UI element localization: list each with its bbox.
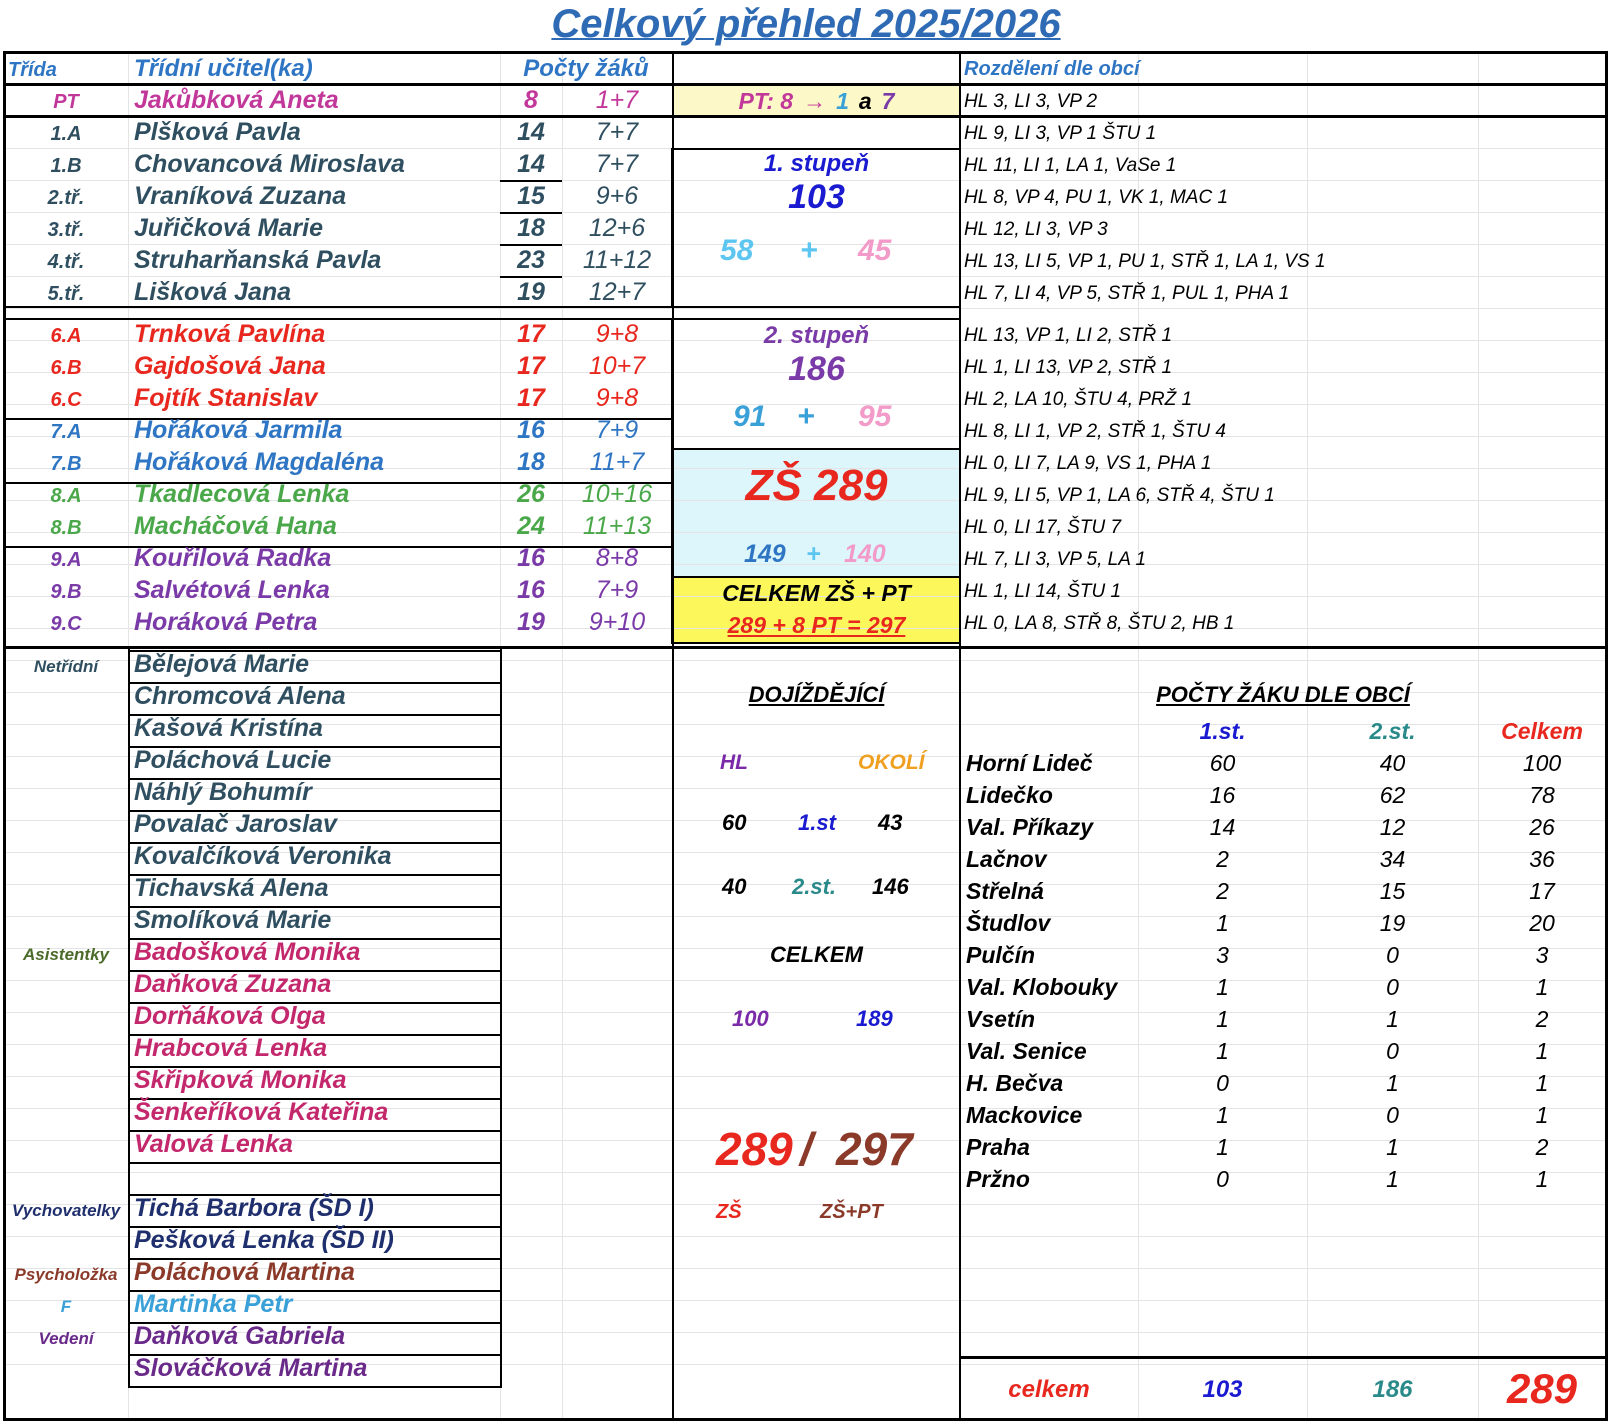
- staff-group-label: Vychovatelky: [11, 1201, 121, 1220]
- municipality-name: H. Bečva: [966, 1070, 1064, 1096]
- municipality-total: 100: [1522, 750, 1562, 776]
- class-teacher: Horáková Petra: [134, 608, 318, 636]
- class-teacher: Vraníková Zuzana: [134, 182, 347, 210]
- student-split: 12+6: [588, 214, 646, 242]
- student-split: 9+8: [595, 384, 639, 412]
- student-count: 19: [517, 608, 545, 636]
- celkem-line1: CELKEM ZŠ + PT: [722, 580, 911, 606]
- municipality-total: 26: [1529, 814, 1555, 840]
- municipality-distribution: HL 9, LI 3, VP 1 ŠTU 1: [964, 123, 1157, 144]
- municipality-total: 36: [1529, 846, 1555, 872]
- class-name: 2.tř.: [47, 187, 85, 209]
- staff-name: Povalač Jaroslav: [134, 810, 337, 838]
- municipality-distribution: HL 13, VP 1, LI 2, STŘ 1: [964, 325, 1173, 346]
- municipality-2nd: 62: [1379, 782, 1406, 808]
- class-teacher: Chovancová Miroslava: [134, 150, 405, 178]
- staff-name: Tichavská Alena: [134, 874, 329, 902]
- big-zs-total: 289: [716, 1123, 793, 1175]
- student-count: 18: [517, 214, 545, 242]
- pt-and: a: [858, 88, 872, 114]
- staff-name: Martinka Petr: [134, 1290, 293, 1318]
- municipality-name: Val. Senice: [966, 1038, 1087, 1064]
- municipality-total: 1: [1535, 1070, 1549, 1096]
- municipality-name: Střelná: [966, 878, 1044, 904]
- class-name: 6.A: [50, 325, 82, 347]
- municipality-1st: 3: [1216, 942, 1229, 968]
- staff-row-border: [128, 1386, 500, 1388]
- stage1-end-border: [4, 306, 672, 308]
- student-count: 17: [517, 320, 545, 348]
- class-name: 3.tř.: [47, 219, 85, 241]
- municipality-2nd: 1: [1386, 1166, 1399, 1192]
- municipality-2nd: 1: [1386, 1070, 1399, 1096]
- student-count: 16: [517, 544, 545, 572]
- class-name: 9.B: [50, 581, 82, 603]
- municipality-1st: 0: [1216, 1070, 1229, 1096]
- staff-group-label: Psycholožka: [14, 1265, 118, 1284]
- class-teacher: Kouřilová Radka: [134, 544, 332, 572]
- student-count: 19: [517, 278, 545, 306]
- student-split: 1+7: [595, 86, 639, 114]
- big-grand-total: 297: [836, 1123, 913, 1175]
- municipality-name: Val. Příkazy: [966, 814, 1094, 840]
- commute-hl-header: HL: [720, 751, 748, 774]
- municipality-total: 2: [1535, 1006, 1549, 1032]
- student-count: 17: [517, 384, 545, 412]
- municipality-1st: 1: [1216, 974, 1229, 1000]
- commute-2nd-label: 2.st.: [792, 874, 837, 899]
- pt-summary: [673, 90, 960, 113]
- municipality-2nd: 15: [1379, 878, 1406, 904]
- class-name: 6.C: [50, 389, 82, 411]
- staff-name: Skřipková Monika: [134, 1066, 347, 1094]
- municipality-name: Pulčín: [966, 942, 1036, 968]
- municipality-1st: 1: [1216, 1134, 1229, 1160]
- header-teacher: Třídní učitel(ka): [134, 55, 313, 82]
- student-count: 15: [517, 182, 545, 210]
- staff-name: Daňková Zuzana: [134, 970, 332, 998]
- municipality-1st: 1: [1216, 1006, 1229, 1032]
- municipality-total: 1: [1535, 1038, 1549, 1064]
- municipality-total: 1: [1535, 1102, 1549, 1128]
- zspt-label: ZŠ+PT: [820, 1201, 883, 1223]
- commute-okoli-header: OKOLÍ: [858, 751, 925, 774]
- student-split: 9+8: [595, 320, 639, 348]
- student-split: 7+7: [595, 150, 639, 178]
- page-title: Celkový přehled 2025/2026: [551, 2, 1061, 46]
- student-split: 7+9: [595, 416, 639, 444]
- municipality-distribution: HL 3, LI 3, VP 2: [964, 91, 1098, 112]
- staff-group-label: Netřídní: [33, 657, 99, 676]
- municipality-1st: 2: [1216, 878, 1229, 904]
- municipality-2nd: 1: [1386, 1134, 1399, 1160]
- class-name: 4.tř.: [47, 251, 85, 273]
- municipality-distribution: HL 11, LI 1, LA 1, VaSe 1: [964, 155, 1177, 176]
- header-distribution: Rozdělení dle obcí: [964, 58, 1140, 80]
- municipality-1st: 1: [1216, 1102, 1229, 1128]
- zs-plus: +: [806, 540, 821, 568]
- commute-1st-label: 1.st: [798, 810, 836, 835]
- municipality-2nd: 0: [1386, 974, 1399, 1000]
- class-teacher: Macháčová Hana: [134, 512, 337, 540]
- municipality-1st: 1: [1216, 910, 1229, 936]
- municipality-name: Lidečko: [966, 782, 1053, 808]
- student-count: 14: [517, 118, 545, 146]
- municipality-total: 1: [1535, 974, 1549, 1000]
- arrow-right-icon: →: [803, 88, 827, 114]
- commute-title: DOJÍŽDĚJÍCÍ: [748, 682, 885, 707]
- student-count: 16: [517, 416, 545, 444]
- col-1st: 1.st.: [1199, 718, 1246, 744]
- footer-1st: 103: [1202, 1376, 1243, 1403]
- municipality-distribution: HL 7, LI 4, VP 5, STŘ 1, PUL 1, PHA 1: [964, 283, 1290, 304]
- class-name: 7.A: [50, 421, 82, 443]
- municipality-1st: 1: [1216, 1038, 1229, 1064]
- stage1-a: 58: [720, 234, 754, 267]
- class-teacher: Struharňanská Pavla: [134, 246, 382, 274]
- student-split: 12+7: [588, 278, 646, 306]
- zs-a: 149: [744, 540, 786, 568]
- stage1-b: 45: [858, 234, 892, 267]
- class-teacher: Juřičková Marie: [134, 214, 323, 242]
- class-teacher: Hořáková Jarmila: [134, 416, 343, 444]
- municipality-distribution: HL 8, VP 4, PU 1, VK 1, MAC 1: [964, 187, 1229, 208]
- staff-group-label: Vedení: [38, 1329, 94, 1348]
- staff-name: Hrabcová Lenka: [134, 1034, 328, 1062]
- class-name: 7.B: [50, 453, 82, 475]
- municipality-total: 20: [1529, 910, 1555, 936]
- class-name: 5.tř.: [47, 283, 85, 305]
- student-count: 24: [517, 512, 545, 540]
- zs-b: 140: [844, 540, 886, 568]
- class-name: 8.B: [50, 517, 82, 539]
- class-name: 1.B: [50, 155, 82, 177]
- staff-name: Poláchová Lucie: [134, 746, 332, 774]
- municipality-1st: 60: [1209, 750, 1236, 776]
- pt-prefix: PT: 8: [738, 88, 794, 114]
- student-split: 11+7: [589, 448, 645, 476]
- student-split: 7+9: [595, 576, 639, 604]
- commute-hl-1st: 60: [722, 810, 747, 835]
- municipality-2nd: 0: [1386, 1102, 1399, 1128]
- municipality-1st: 0: [1216, 1166, 1229, 1192]
- municipality-distribution: HL 8, LI 1, VP 2, STŘ 1, ŠTU 4: [964, 421, 1226, 442]
- municipality-2nd: 0: [1386, 942, 1399, 968]
- staff-name: Pešková Lenka (ŠD II): [134, 1226, 394, 1254]
- municipality-name: Horní Lideč: [966, 750, 1093, 776]
- municipality-distribution: HL 1, LI 14, ŠTU 1: [964, 581, 1122, 602]
- municipality-title: POČTY ŽÁKU DLE OBCÍ: [1156, 682, 1410, 707]
- big-slash: /: [800, 1123, 813, 1175]
- commute-okoli-1st: 43: [878, 810, 903, 835]
- commute-total-okoli: 189: [856, 1006, 893, 1031]
- municipality-distribution: HL 7, LI 3, VP 5, LA 1: [964, 549, 1147, 570]
- student-split: 9+10: [588, 608, 646, 636]
- municipality-distribution: HL 1, LI 13, VP 2, STŘ 1: [964, 357, 1173, 378]
- celkem-line2: 289 + 8 PT = 297: [727, 612, 906, 638]
- class-name: 9.C: [50, 613, 82, 635]
- zs-label: ZŠ: [716, 1201, 742, 1223]
- stage1-label: 1. stupeň: [763, 150, 870, 177]
- col-total: Celkem: [1501, 718, 1583, 744]
- student-count: 23: [517, 246, 545, 274]
- stage1-total: 103: [788, 178, 845, 216]
- zs-total: ZŠ 289: [745, 461, 888, 510]
- stage2-label: 2. stupeň: [763, 322, 870, 349]
- class-teacher: Fojtík Stanislav: [134, 384, 318, 412]
- staff-name: Náhlý Bohumír: [134, 778, 312, 806]
- municipality-total: 2: [1535, 1134, 1549, 1160]
- student-count: 26: [517, 480, 545, 508]
- staff-name: Daňková Gabriela: [134, 1322, 346, 1350]
- stage2-total: 186: [788, 350, 845, 388]
- student-split: 7+7: [595, 118, 639, 146]
- class-name: 1.A: [50, 123, 82, 145]
- class-teacher: Plšková Pavla: [134, 118, 301, 146]
- municipality-name: Pržno: [966, 1166, 1030, 1192]
- municipality-name: Študlov: [966, 910, 1051, 936]
- class-teacher: Gajdošová Jana: [134, 352, 326, 380]
- staff-name: Badošková Monika: [134, 938, 361, 966]
- staff-name: Kašová Kristína: [134, 714, 323, 742]
- municipality-distribution: HL 0, LA 8, STŘ 8, ŠTU 2, HB 1: [964, 613, 1235, 634]
- municipality-distribution: HL 12, LI 3, VP 3: [964, 219, 1108, 240]
- class-name: 8.A: [50, 485, 82, 507]
- class-teacher: Jakůbková Aneta: [134, 86, 339, 114]
- class-name: PT: [53, 91, 79, 113]
- municipality-2nd: 34: [1379, 846, 1406, 872]
- municipality-1st: 16: [1209, 782, 1236, 808]
- staff-name: Bělejová Marie: [134, 650, 310, 678]
- student-split: 10+7: [588, 352, 646, 380]
- staff-name: Kovalčíková Veronika: [134, 842, 392, 870]
- staff-name: Valová Lenka: [134, 1130, 293, 1158]
- staff-name: Tichá Barbora (ŠD I): [134, 1194, 374, 1222]
- commute-okoli-2nd: 146: [872, 874, 909, 899]
- staff-right-border: [500, 646, 502, 1388]
- student-count: 16: [517, 576, 545, 604]
- footer-total: 289: [1506, 1365, 1578, 1412]
- stage2-plus: +: [797, 400, 815, 433]
- staff-name: Dorňáková Olga: [134, 1002, 326, 1030]
- stage2-a: 91: [733, 400, 767, 433]
- class-teacher: Salvétová Lenka: [134, 576, 330, 604]
- student-split: 8+8: [595, 544, 639, 572]
- staff-group-label: Asistentky: [23, 945, 109, 964]
- municipality-2nd: 12: [1379, 814, 1406, 840]
- staff-row-border: [128, 1162, 500, 1164]
- student-split: 9+6: [595, 182, 639, 210]
- municipality-distribution: HL 0, LI 17, ŠTU 7: [964, 517, 1122, 538]
- student-count: 14: [517, 150, 545, 178]
- stage1-plus: +: [800, 234, 818, 267]
- class-teacher: Lišková Jana: [134, 278, 292, 306]
- commute-hl-2nd: 40: [722, 874, 747, 899]
- municipality-2nd: 19: [1379, 910, 1406, 936]
- municipality-2nd: 0: [1386, 1038, 1399, 1064]
- municipality-distribution: HL 13, LI 5, VP 1, PU 1, STŘ 1, LA 1, VS 1: [964, 251, 1326, 272]
- student-split: 11+13: [582, 512, 652, 540]
- class-name: 9.A: [50, 549, 82, 571]
- staff-group-label: F: [60, 1297, 72, 1316]
- staff-name: Šenkeříková Kateřina: [134, 1098, 389, 1126]
- municipality-distribution: HL 2, LA 10, ŠTU 4, PRŽ 1: [964, 389, 1193, 410]
- footer-label: celkem: [1008, 1376, 1090, 1403]
- municipality-name: Vsetín: [966, 1006, 1036, 1032]
- municipality-total: 3: [1535, 942, 1549, 968]
- municipality-name: Praha: [966, 1134, 1030, 1160]
- municipality-total: 1: [1535, 1166, 1549, 1192]
- municipality-distribution: HL 9, LI 5, VP 1, LA 6, STŘ 4, ŠTU 1: [964, 485, 1275, 506]
- footer-2nd: 186: [1372, 1376, 1413, 1403]
- municipality-1st: 2: [1216, 846, 1229, 872]
- staff-name: Slováčková Martina: [134, 1354, 368, 1382]
- pt-first: 1: [836, 88, 849, 114]
- municipality-2nd: 1: [1386, 1006, 1399, 1032]
- col-2nd: 2.st.: [1369, 718, 1416, 744]
- municipality-total: 17: [1529, 878, 1555, 904]
- student-split: 11+12: [582, 246, 652, 274]
- class-name: 6.B: [50, 357, 82, 379]
- municipality-total: 78: [1529, 782, 1555, 808]
- staff-name: Poláchová Martina: [134, 1258, 355, 1286]
- header-counts: Počty žáků: [523, 55, 649, 82]
- student-count: 18: [517, 448, 545, 476]
- class-teacher: Trnková Pavlína: [134, 320, 326, 348]
- commute-total-label: CELKEM: [770, 942, 863, 967]
- muni-footer-border: [960, 1356, 1606, 1359]
- municipality-distribution: HL 0, LI 7, LA 9, VS 1, PHA 1: [964, 453, 1212, 474]
- municipality-name: Mackovice: [966, 1102, 1083, 1128]
- municipality-name: Val. Klobouky: [966, 974, 1118, 1000]
- municipality-2nd: 40: [1379, 750, 1406, 776]
- stage2-b: 95: [858, 400, 892, 433]
- class-teacher: Tkadlecová Lenka: [134, 480, 350, 508]
- staff-left-border: [128, 646, 130, 1388]
- student-count: 8: [524, 86, 538, 114]
- municipality-name: Lačnov: [966, 846, 1047, 872]
- class-section-border: [4, 646, 1606, 649]
- municipality-1st: 14: [1209, 814, 1236, 840]
- pt-second: 7: [881, 88, 895, 114]
- stage2-start-border: [4, 318, 672, 320]
- student-split: 10+16: [581, 480, 653, 508]
- commute-total-hl: 100: [732, 1006, 769, 1031]
- class-teacher: Hořáková Magdaléna: [134, 448, 385, 476]
- header-class: Třída: [8, 59, 57, 81]
- student-count: 17: [517, 352, 545, 380]
- staff-name: Chromcová Alena: [134, 682, 346, 710]
- staff-name: Smolíková Marie: [134, 906, 332, 934]
